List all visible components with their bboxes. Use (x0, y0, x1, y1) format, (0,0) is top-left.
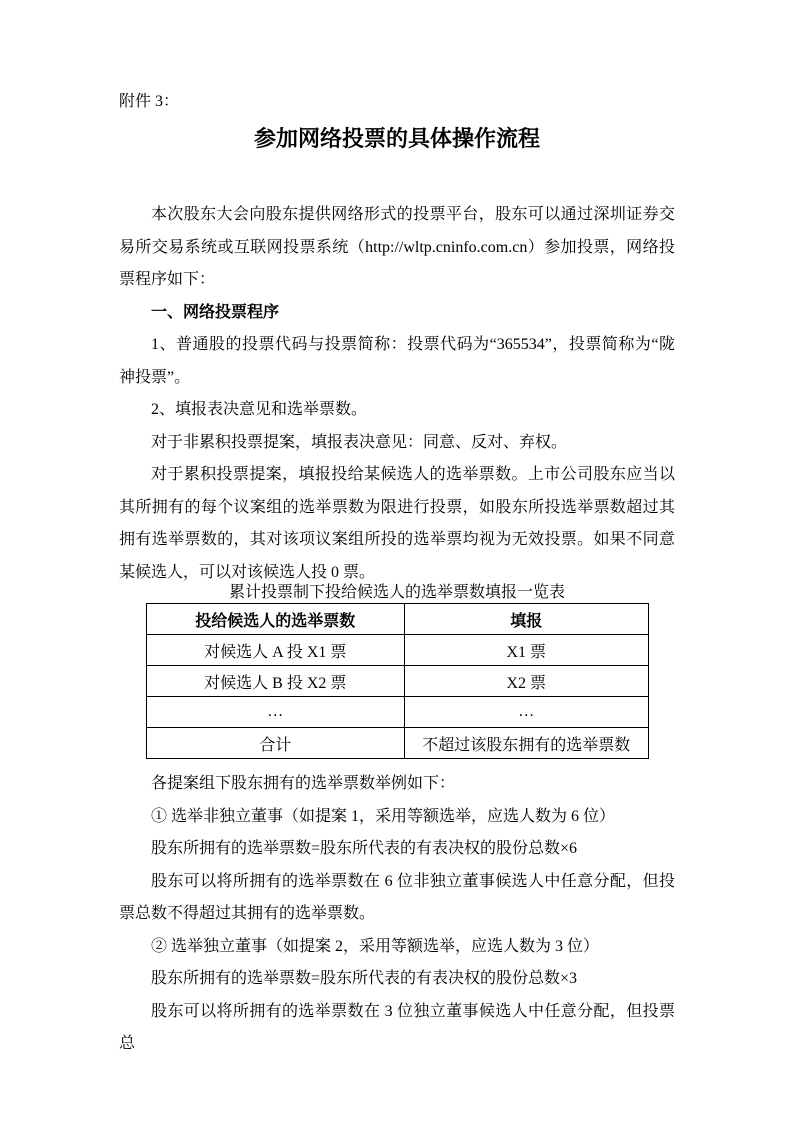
cumulative-vote-table (146, 603, 649, 759)
table-cell-total-fill: 不超过该股东拥有的选举票数 (405, 728, 648, 759)
example-2-note-paragraph: 股东可以将所拥有的选举票数在 3 位独立董事候选人中任意分配，但投票总 (119, 1002, 675, 1052)
table-row (146, 697, 648, 728)
table-row (146, 728, 648, 759)
intro-paragraph: 本次股东大会向股东提供网络形式的投票平台，股东可以通过深圳证券交易所交易系统或互联网投票系统（http://wltp.cninfo.com.cn）参加投票，网络投票程序如下： (119, 206, 675, 288)
example-1-formula-paragraph: 股东所拥有的选举票数=股东所代表的有表决权的股份总数×6 (151, 840, 578, 857)
table-row (146, 635, 648, 666)
document-content (119, 88, 675, 1061)
section-1-heading: 一、网络投票程序 (151, 303, 280, 321)
example-2-title-paragraph: ② 选举独立董事（如提案 2，采用等额选举，应选人数为 3 位） (151, 937, 600, 955)
voting-code-paragraph: 1、普通股的投票代码与投票简称：投票代码为“365534”，投票简称为“陇神投票”。 (119, 336, 675, 386)
table-row (146, 666, 648, 697)
document-title: 参加网络投票的具体操作流程 (253, 126, 540, 151)
table-cell-total: 合计 (146, 728, 405, 759)
table-cell-ellipsis-fill: … (405, 697, 648, 728)
table-cell-candidate-a-fill: X1 票 (405, 635, 648, 666)
examples-intro-paragraph: 各提案组下股东拥有的选举票数举例如下： (151, 775, 456, 792)
cumulative-paragraph: 对于累积投票提案，填报投给某候选人的选举票数。上市公司股东应当以其所拥有的每个议案组的选举票数为限进行投票，如股东所投选举票数超过其拥有选举票数的，其对该项议案组所投的选举票均视为无效投票。如果不同意某候选人，可以对该候选人投 0 票。 (119, 466, 675, 581)
non-cumulative-paragraph: 对于非累积投票提案，填报表决意见：同意、反对、弃权。 (151, 433, 568, 451)
example-1-note-paragraph: 股东可以将所拥有的选举票数在 6 位非独立董事候选人中任意分配，但投票总数不得超过其拥有的选举票数。 (119, 872, 675, 922)
table-header-votes-per-candidate: 投给候选人的选举票数 (146, 604, 405, 635)
example-2-formula-paragraph: 股东所拥有的选举票数=股东所代表的有表决权的股份总数×3 (151, 970, 578, 987)
fill-in-opinion-paragraph: 2、填报表决意见和选举票数。 (151, 401, 368, 418)
table-cell-candidate-a: 对候选人 A 投 X1 票 (146, 635, 405, 666)
table-header-fill-in: 填报 (405, 604, 648, 635)
table-cell-candidate-b-fill: X2 票 (405, 666, 648, 697)
example-1-title-paragraph: ① 选举非独立董事（如提案 1，采用等额选举，应选人数为 6 位） (151, 807, 616, 825)
table-cell-ellipsis: … (146, 697, 405, 728)
attachment-label: 附件 3： (119, 93, 180, 110)
table-cell-candidate-b: 对候选人 B 投 X2 票 (146, 666, 405, 697)
table-caption: 累计投票制下投给候选人的选举票数填报一览表 (228, 584, 565, 601)
table-header-row (146, 604, 648, 635)
